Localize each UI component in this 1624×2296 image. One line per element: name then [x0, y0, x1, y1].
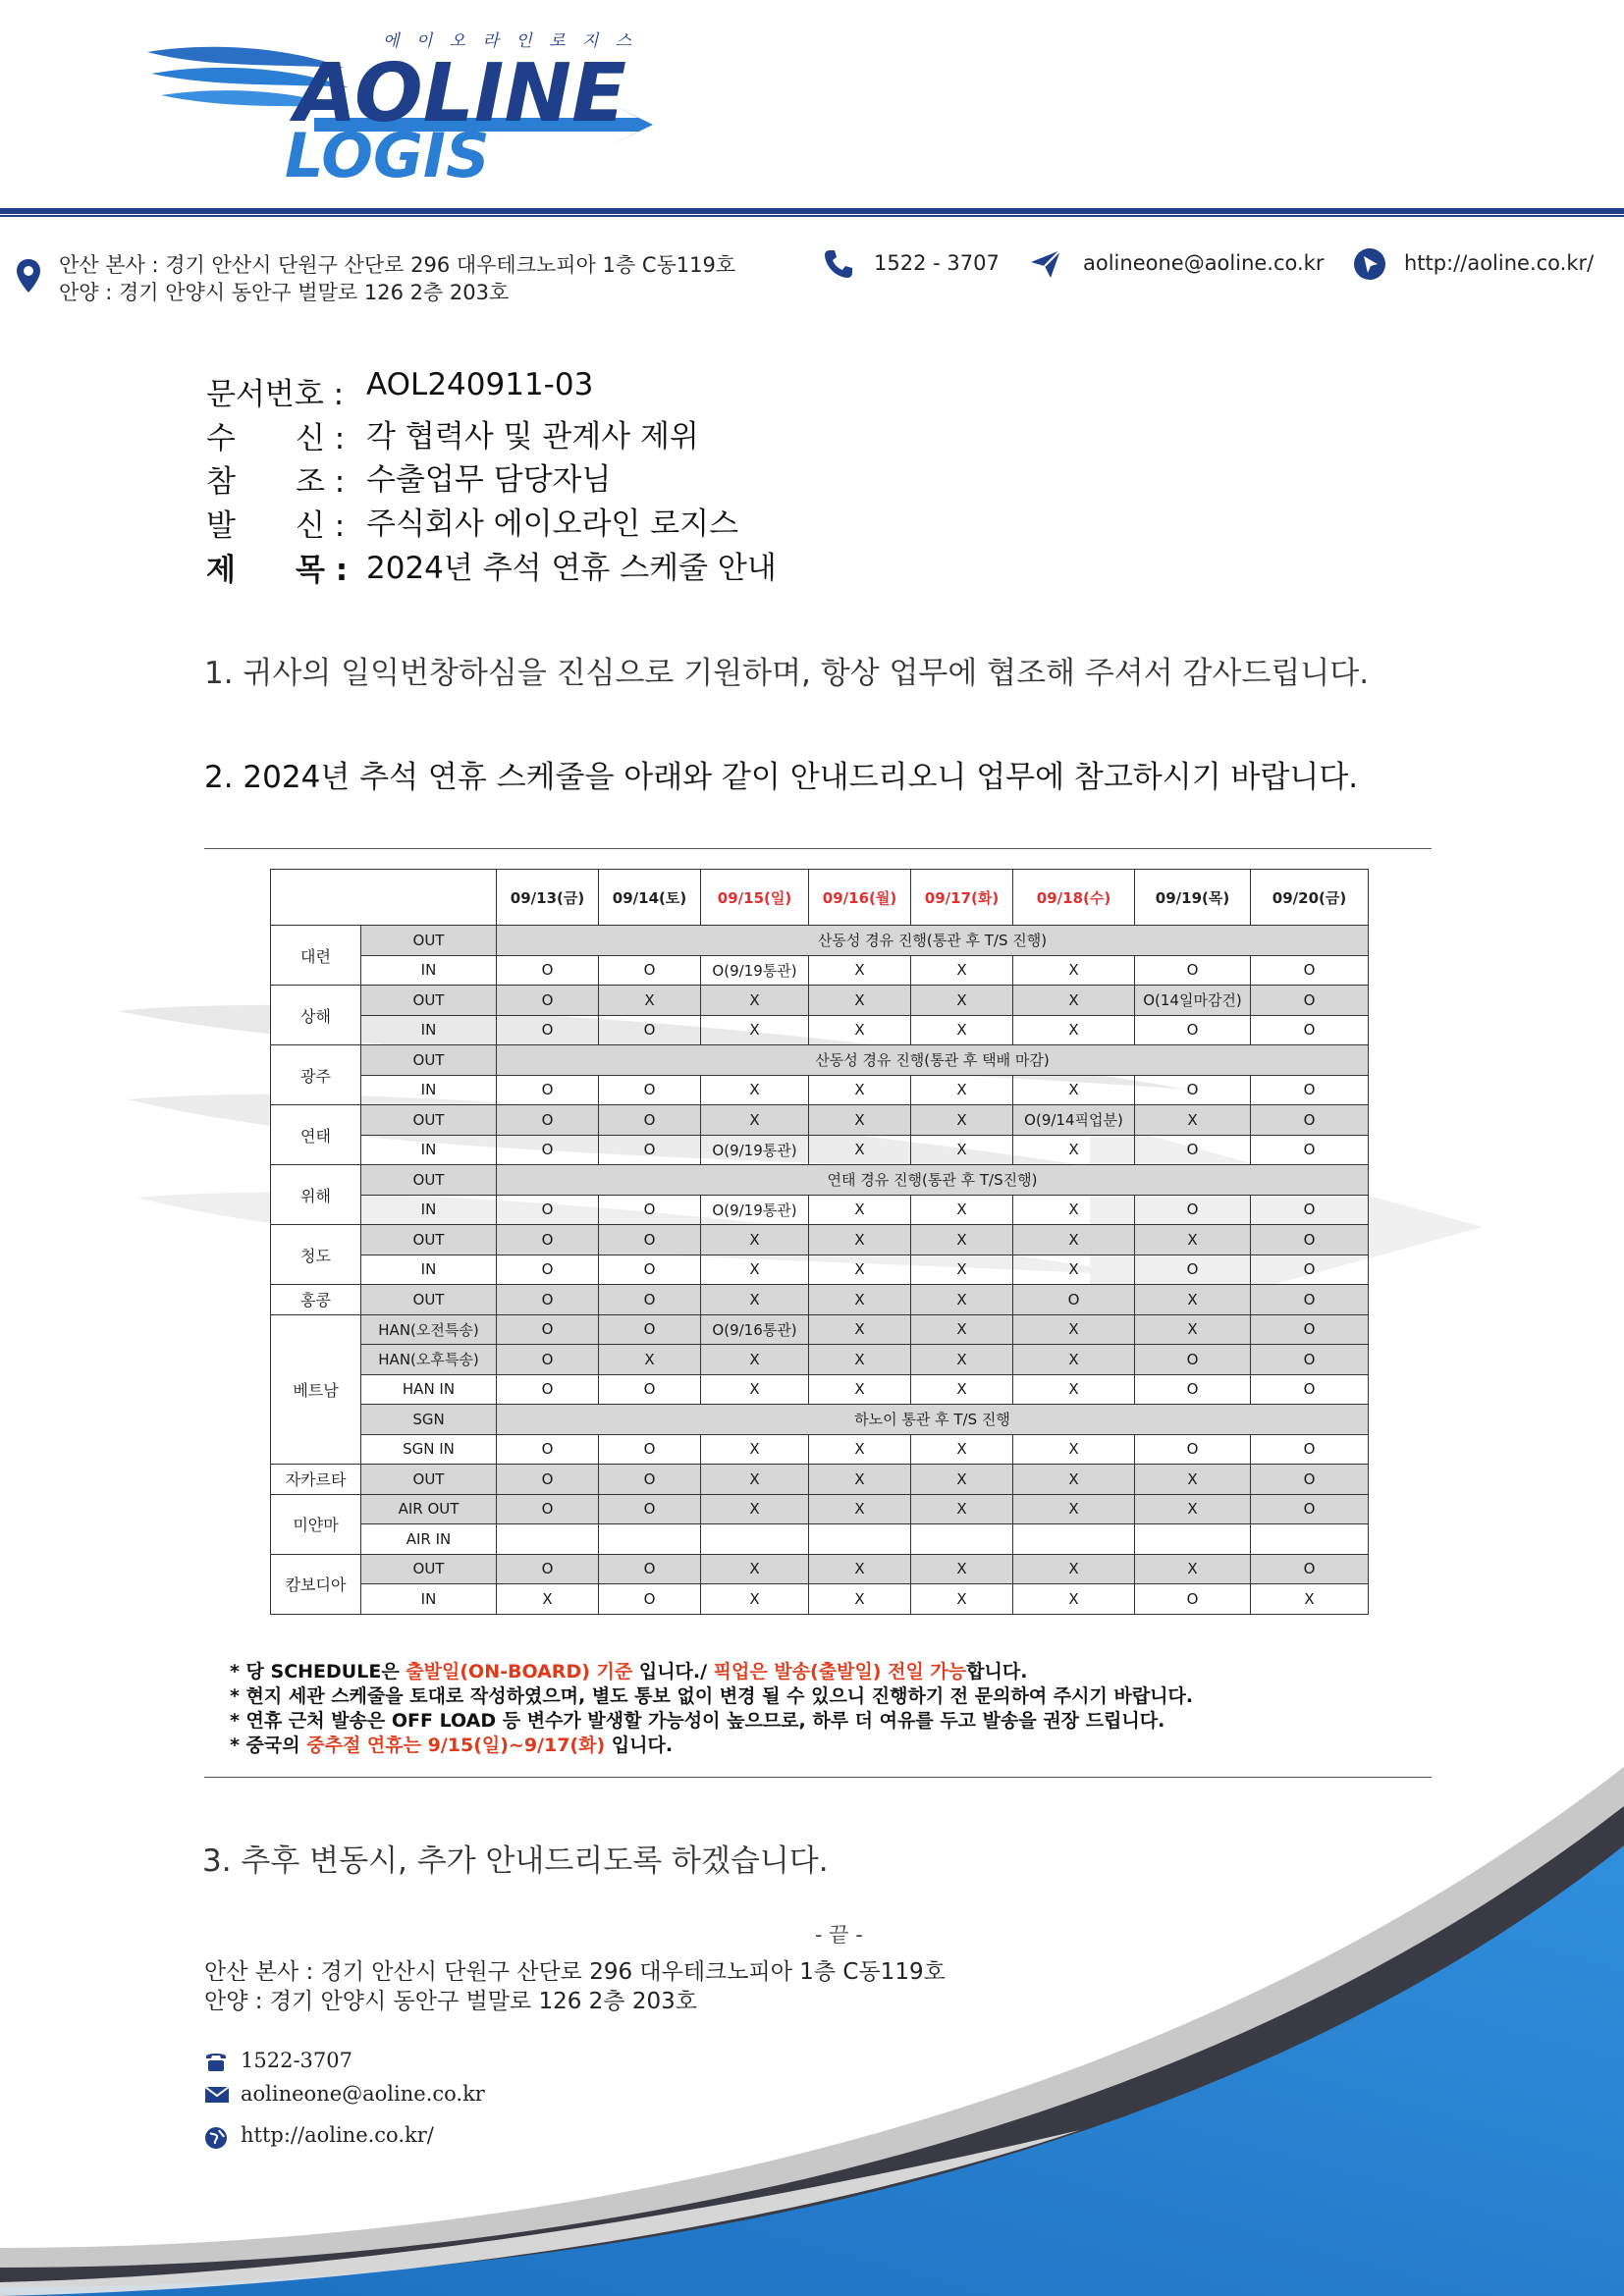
status-cell: O [599, 1075, 701, 1105]
table-row [271, 1314, 1369, 1345]
date-header-7: 09/20(금) [1251, 870, 1369, 926]
status-cell: X [911, 1554, 1013, 1584]
table-row [271, 1225, 1369, 1255]
to-value: 각 협력사 및 관계사 제위 [366, 419, 699, 454]
status-cell: X [809, 1195, 911, 1225]
status-cell: X [701, 1285, 809, 1315]
ref-value: 수출업무 담당자님 [366, 462, 612, 498]
table-row [271, 1255, 1369, 1285]
header-email[interactable]: aolineone@aoline.co.kr [1083, 251, 1325, 275]
status-cell: X [809, 1075, 911, 1105]
route-type-cell: OUT [361, 1285, 497, 1315]
status-cell: X [599, 1345, 701, 1375]
status-cell: X [911, 1494, 1013, 1524]
end-mark: - 끝 - [815, 1923, 863, 1947]
status-cell: O [599, 955, 701, 986]
route-type-cell: OUT [361, 1225, 497, 1255]
region-cell: 청도 [271, 1225, 361, 1285]
status-cell [497, 1524, 599, 1555]
footer-address-1: 안산 본사 : 경기 안산시 단원구 산단로 296 대우테크노피아 1층 C동119호 [204, 1959, 946, 1985]
status-cell: O [599, 1314, 701, 1345]
company-logo [147, 25, 658, 182]
status-cell: X [809, 1494, 911, 1524]
status-cell: X [1013, 1195, 1135, 1225]
status-cell: X [1135, 1105, 1251, 1136]
note-3: * 연휴 근처 발송은 OFF LOAD 등 변수가 발생할 가능성이 높으므로, 하루 더 여유를 두고 발송을 권장 드립니다. [230, 1710, 1165, 1732]
route-type-cell: HAN(오전특송) [361, 1314, 497, 1345]
region-cell: 연태 [271, 1105, 361, 1165]
svg-text:LOGIS: LOGIS [285, 120, 490, 182]
subject-value: 2024년 추석 연휴 스케줄 안내 [366, 551, 777, 586]
note-1-part-a: * 당 SCHEDULE은 [230, 1661, 406, 1682]
status-cell: O [497, 1015, 599, 1045]
date-header-5: 09/18(수) [1013, 870, 1135, 926]
status-cell: X [809, 1554, 911, 1584]
paragraph-1: 1. 귀사의 일익번창하심을 진심으로 기원하며, 항상 업무에 협조해 주셔서 감사드립니다. [204, 656, 1370, 691]
status-cell: X [911, 1465, 1013, 1495]
status-cell: O [599, 1554, 701, 1584]
status-cell: O [1135, 1434, 1251, 1465]
status-cell: O [1251, 1554, 1369, 1584]
status-cell: X [809, 1135, 911, 1165]
region-cell: 미얀마 [271, 1494, 361, 1554]
note-1-part-c: 입니다./ [632, 1661, 714, 1682]
status-cell: O [599, 1255, 701, 1285]
status-cell: X [1013, 1434, 1135, 1465]
route-type-cell: OUT [361, 1045, 497, 1076]
status-cell: O [599, 1434, 701, 1465]
table-row [271, 1554, 1369, 1584]
route-type-cell: SGN IN [361, 1434, 497, 1465]
footer-address-2: 안양 : 경기 안양시 동안구 벌말로 126 2층 203호 [204, 1989, 697, 2014]
status-cell: X [809, 1374, 911, 1405]
route-note-cell: 하노이 통관 후 T/S 진행 [497, 1405, 1369, 1435]
status-cell: X [1013, 986, 1135, 1016]
status-cell: X [701, 1374, 809, 1405]
region-cell: 캄보디아 [271, 1554, 361, 1614]
status-cell: O [497, 1075, 599, 1105]
region-cell: 자카르타 [271, 1465, 361, 1495]
status-cell: X [809, 1345, 911, 1375]
status-cell: O [1251, 986, 1369, 1016]
status-cell: O(14일마감건) [1135, 986, 1251, 1016]
status-cell: O [1251, 1225, 1369, 1255]
status-cell: X [701, 1105, 809, 1136]
status-cell: X [1013, 1314, 1135, 1345]
status-cell: X [911, 1345, 1013, 1375]
table-row [271, 1045, 1369, 1076]
status-cell: X [809, 1105, 911, 1136]
status-cell: O [599, 1195, 701, 1225]
status-cell: O(9/19통관) [701, 1135, 809, 1165]
status-cell: X [1251, 1584, 1369, 1615]
table-row [271, 1165, 1369, 1196]
header-rule-thin [0, 215, 1624, 217]
table-header-row [271, 870, 1369, 926]
web-cursor-icon [1353, 247, 1386, 281]
note-1-part-e: 합니다. [966, 1661, 1028, 1682]
table-row [271, 1524, 1369, 1555]
table-row [271, 1075, 1369, 1105]
status-cell: X [701, 986, 809, 1016]
header-address-2: 안양 : 경기 안양시 동안구 벌말로 126 2층 203호 [59, 281, 510, 304]
route-type-cell: IN [361, 1255, 497, 1285]
route-note-cell: 산동성 경유 진행(통관 후 택배 마감) [497, 1045, 1369, 1076]
route-type-cell: SGN [361, 1405, 497, 1435]
status-cell: O [1251, 955, 1369, 986]
status-cell: O [599, 1465, 701, 1495]
note-1-pickup-highlight: 픽업은 발송(출발일) 전일 가능 [713, 1661, 967, 1682]
table-row [271, 926, 1369, 956]
status-cell: O [497, 1434, 599, 1465]
table-row [271, 1494, 1369, 1524]
status-cell: X [911, 1075, 1013, 1105]
route-type-cell: AIR IN [361, 1524, 497, 1555]
header-rule [0, 208, 1624, 214]
status-cell: O [1251, 1285, 1369, 1315]
status-cell: X [911, 1015, 1013, 1045]
status-cell: O [497, 1345, 599, 1375]
note-4-part-c: 입니다. [605, 1735, 674, 1756]
route-type-cell: IN [361, 1135, 497, 1165]
date-header-0: 09/13(금) [497, 870, 599, 926]
table-row [271, 1405, 1369, 1435]
status-cell: X [701, 1255, 809, 1285]
status-cell: O [1135, 1075, 1251, 1105]
location-pin-icon [16, 258, 41, 294]
status-cell: X [1135, 1465, 1251, 1495]
status-cell: O(9/16통관) [701, 1314, 809, 1345]
route-type-cell: OUT [361, 926, 497, 956]
status-cell: O [1251, 1255, 1369, 1285]
status-cell: O [497, 1374, 599, 1405]
status-cell: O [497, 1255, 599, 1285]
status-cell: X [809, 1255, 911, 1285]
table-row [271, 1195, 1369, 1225]
status-cell [1251, 1524, 1369, 1555]
date-header-4: 09/17(화) [911, 870, 1013, 926]
status-cell: O(9/19통관) [701, 955, 809, 986]
status-cell: X [701, 1465, 809, 1495]
table-row [271, 1285, 1369, 1315]
status-cell: X [1013, 1345, 1135, 1375]
status-cell: O [1135, 1255, 1251, 1285]
status-cell [809, 1524, 911, 1555]
status-cell: O(9/19통관) [701, 1195, 809, 1225]
table-row [271, 1345, 1369, 1375]
paragraph-3: 3. 추후 변동시, 추가 안내드리도록 하겠습니다. [202, 1843, 829, 1879]
status-cell: X [599, 986, 701, 1016]
region-cell: 홍콩 [271, 1285, 361, 1315]
from-label-a: 발 [206, 508, 236, 544]
status-cell: X [1013, 1015, 1135, 1045]
status-cell: X [911, 955, 1013, 986]
status-cell: X [911, 1135, 1013, 1165]
status-cell: O [599, 1105, 701, 1136]
status-cell: O [599, 1285, 701, 1315]
note-4-part-a: * 중국의 [230, 1735, 307, 1756]
status-cell: X [809, 1434, 911, 1465]
status-cell: X [1013, 1494, 1135, 1524]
send-icon [1029, 248, 1062, 280]
from-value: 주식회사 에이오라인 로지스 [366, 507, 739, 542]
route-type-cell: IN [361, 955, 497, 986]
region-cell: 광주 [271, 1045, 361, 1105]
footer-email[interactable]: aolineone@aoline.co.kr [241, 2082, 485, 2106]
status-cell: O [1251, 1314, 1369, 1345]
subject-label-b: 목 : [296, 553, 349, 588]
date-header-1: 09/14(토) [599, 870, 701, 926]
note-1-onboard-highlight: 출발일(ON-BOARD) 기준 [406, 1661, 633, 1682]
svg-text:에 이 오 라 인 로 지 스: 에 이 오 라 인 로 지 스 [383, 31, 638, 51]
status-cell: O [1251, 1195, 1369, 1225]
route-note-cell: 연태 경유 진행(통관 후 T/S진행) [497, 1165, 1369, 1196]
status-cell: O [1013, 1285, 1135, 1315]
status-cell: X [911, 1105, 1013, 1136]
status-cell: O [599, 1494, 701, 1524]
route-type-cell: OUT [361, 1105, 497, 1136]
status-cell: X [1013, 1554, 1135, 1584]
status-cell: O [1251, 1075, 1369, 1105]
table-row [271, 1434, 1369, 1465]
doc-no-value: AOL240911-03 [366, 367, 594, 402]
status-cell: X [1013, 1374, 1135, 1405]
route-type-cell: OUT [361, 986, 497, 1016]
table-top-rule [204, 848, 1432, 849]
status-cell: O [497, 1105, 599, 1136]
note-4-holiday-highlight: 중추절 연휴는 9/15(일)~9/17(화) [306, 1735, 606, 1756]
status-cell [911, 1524, 1013, 1555]
status-cell: X [1013, 1584, 1135, 1615]
status-cell: X [911, 1434, 1013, 1465]
status-cell: O [599, 1374, 701, 1405]
status-cell: O [1135, 1135, 1251, 1165]
status-cell: X [809, 986, 911, 1016]
date-header-2: 09/15(일) [701, 870, 809, 926]
status-cell: X [701, 1434, 809, 1465]
route-type-cell: IN [361, 1075, 497, 1105]
table-row [271, 986, 1369, 1016]
header-corner-cell [271, 870, 497, 926]
date-header-3: 09/16(월) [809, 870, 911, 926]
status-cell: X [1135, 1494, 1251, 1524]
from-label-b: 신 : [296, 508, 346, 544]
status-cell: X [701, 1015, 809, 1045]
status-cell: X [497, 1584, 599, 1615]
status-cell: O [497, 1554, 599, 1584]
date-header-6: 09/19(목) [1135, 870, 1251, 926]
holiday-schedule-table [270, 869, 1369, 1615]
status-cell: X [809, 1314, 911, 1345]
footer-website[interactable]: http://aoline.co.kr/ [241, 2123, 434, 2147]
status-cell: O [1135, 1015, 1251, 1045]
region-cell: 위해 [271, 1165, 361, 1225]
route-type-cell: OUT [361, 1465, 497, 1495]
status-cell: X [911, 986, 1013, 1016]
region-cell: 대련 [271, 926, 361, 986]
status-cell: O [497, 1465, 599, 1495]
status-cell: O [497, 1314, 599, 1345]
svg-text:AOLINE: AOLINE [295, 47, 627, 140]
status-cell: O [1135, 955, 1251, 986]
status-cell: X [701, 1554, 809, 1584]
note-1 [230, 1657, 1027, 1683]
status-cell: O [1135, 1584, 1251, 1615]
route-type-cell: OUT [361, 1554, 497, 1584]
status-cell: O [1251, 1105, 1369, 1136]
status-cell: O [497, 955, 599, 986]
status-cell: X [809, 1225, 911, 1255]
status-cell: O [497, 1135, 599, 1165]
status-cell: X [701, 1494, 809, 1524]
route-type-cell: OUT [361, 1165, 497, 1196]
table-row [271, 1584, 1369, 1615]
status-cell [1013, 1524, 1135, 1555]
status-cell: X [911, 1314, 1013, 1345]
to-label-a: 수 [206, 421, 236, 456]
status-cell: O [497, 986, 599, 1016]
status-cell [599, 1524, 701, 1555]
header-phone[interactable]: 1522 - 3707 [874, 251, 1000, 275]
status-cell: O [599, 1584, 701, 1615]
status-cell: X [1013, 1255, 1135, 1285]
doc-no-label: 문서번호 : [206, 377, 345, 412]
phone-icon [823, 248, 854, 280]
route-note-cell: 산동성 경유 진행(통관 후 T/S 진행) [497, 926, 1369, 956]
status-cell [1135, 1524, 1251, 1555]
status-cell: X [1135, 1225, 1251, 1255]
status-cell: O [599, 1225, 701, 1255]
table-row [271, 1135, 1369, 1165]
status-cell: O [1251, 1434, 1369, 1465]
status-cell: O [1251, 1015, 1369, 1045]
status-cell: X [1013, 955, 1135, 986]
region-cell: 베트남 [271, 1314, 361, 1465]
status-cell: O [1135, 1195, 1251, 1225]
status-cell [701, 1524, 809, 1555]
globe-icon [204, 2126, 228, 2150]
status-cell: O [599, 1135, 701, 1165]
status-cell: X [701, 1075, 809, 1105]
status-cell: O [1251, 1345, 1369, 1375]
table-row [271, 1105, 1369, 1136]
footer-wave-decoration [0, 1737, 1624, 2296]
status-cell: O [599, 1015, 701, 1045]
ref-label-a: 참 [206, 464, 236, 500]
status-cell: O [497, 1285, 599, 1315]
status-cell: X [1013, 1135, 1135, 1165]
status-cell: X [911, 1225, 1013, 1255]
status-cell: X [809, 1584, 911, 1615]
status-cell: X [809, 955, 911, 986]
footer-phone[interactable]: 1522-3707 [241, 2049, 352, 2072]
status-cell: O [1251, 1135, 1369, 1165]
status-cell: X [1135, 1285, 1251, 1315]
status-cell: O [1251, 1374, 1369, 1405]
route-type-cell: IN [361, 1195, 497, 1225]
status-cell: X [1013, 1075, 1135, 1105]
status-cell: X [911, 1255, 1013, 1285]
subject-label-a: 제 [206, 553, 236, 588]
status-cell: O(9/14픽업분) [1013, 1105, 1135, 1136]
status-cell: O [1251, 1494, 1369, 1524]
status-cell: X [809, 1015, 911, 1045]
table-row [271, 1465, 1369, 1495]
route-type-cell: HAN IN [361, 1374, 497, 1405]
status-cell: X [809, 1285, 911, 1315]
status-cell: X [911, 1584, 1013, 1615]
status-cell: X [1135, 1554, 1251, 1584]
status-cell: X [701, 1584, 809, 1615]
status-cell: O [1251, 1465, 1369, 1495]
status-cell: X [1013, 1465, 1135, 1495]
telephone-icon [204, 2051, 228, 2072]
status-cell: X [701, 1225, 809, 1255]
route-type-cell: IN [361, 1584, 497, 1615]
status-cell: X [701, 1345, 809, 1375]
status-cell: O [497, 1494, 599, 1524]
status-cell: O [497, 1195, 599, 1225]
mail-icon [204, 2086, 230, 2104]
status-cell: X [1013, 1225, 1135, 1255]
status-cell: X [911, 1195, 1013, 1225]
route-type-cell: IN [361, 1015, 497, 1045]
table-row [271, 1015, 1369, 1045]
status-cell: O [1135, 1374, 1251, 1405]
status-cell: X [1135, 1314, 1251, 1345]
status-cell: X [809, 1465, 911, 1495]
header-website[interactable]: http://aoline.co.kr/ [1404, 251, 1595, 275]
logo-graphic [147, 25, 658, 182]
table-row [271, 955, 1369, 986]
ref-label-b: 조 : [296, 464, 346, 500]
table-row [271, 1374, 1369, 1405]
status-cell: X [911, 1285, 1013, 1315]
route-type-cell: AIR OUT [361, 1494, 497, 1524]
status-cell: X [911, 1374, 1013, 1405]
region-cell: 상해 [271, 986, 361, 1045]
status-cell: O [1135, 1345, 1251, 1375]
note-2: * 현지 세관 스케줄을 토대로 작성하였으며, 별도 통보 없이 변경 될 수 있으니 진행하기 전 문의하여 주시기 바랍니다. [230, 1685, 1194, 1707]
to-label-b: 신 : [296, 421, 346, 456]
route-type-cell: HAN(오후특송) [361, 1345, 497, 1375]
status-cell: O [497, 1225, 599, 1255]
paragraph-2: 2. 2024년 추석 연휴 스케줄을 아래와 같이 안내드리오니 업무에 참고하시기 바랍니다. [204, 760, 1359, 795]
header-address-1: 안산 본사 : 경기 안산시 단원구 산단로 296 대우테크노피아 1층 C동119호 [59, 253, 736, 277]
